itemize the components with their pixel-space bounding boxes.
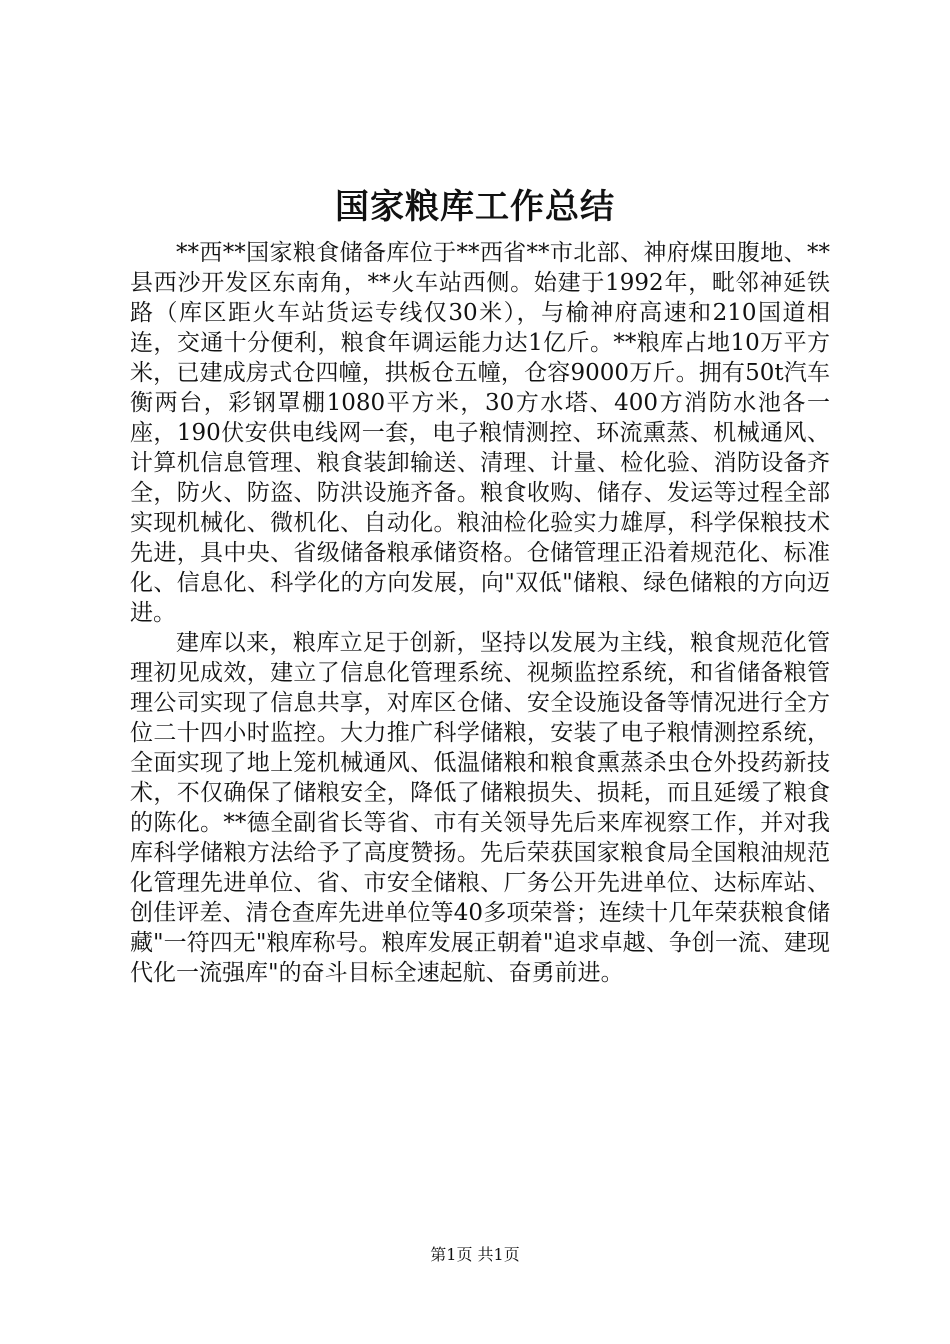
page-footer: 第1页 共1页	[430, 1245, 520, 1264]
document-body	[130, 238, 830, 988]
paragraph-1: **西**国家粮食储备库位于**西省**市北部、神府煤田腹地、**县西沙开发区东南角，**火车站西侧。始建于1992年，毗邻神延铁路（库区距火车站货运专线仅30米），与榆神府高速和210国道相连，交通十分便利，粮食年调运能力达1亿斤。**粮库占地10万平方米，已建成房式仓四幢，拱板仓五幢，仓容9000万斤。拥有50t汽车衡两台，彩钢罩棚1080平方米，30方水塔、400方消防水池各一座，190伏安供电线网一套，电子粮情测控、环流熏蒸、机械通风、计算机信息管理、粮食装卸输送、清理、计量、检化验、消防设备齐全，防火、防盗、防洪设施齐备。粮食收购、储存、发运等过程全部实现机械化、微机化、自动化。粮油检化验实力雄厚，科学保粮技术先进，具中央、省级储备粮承储资格。仓储管理正沿着规范化、标准化、信息化、科学化的方向发展，向"双低"储粮、绿色储粮的方向迈进。	[130, 240, 830, 626]
paragraph-2: 建库以来，粮库立足于创新，坚持以发展为主线，粮食规范化管理初见成效，建立了信息化管理系统、视频监控系统，和省储备粮管理公司实现了信息共享，对库区仓储、安全设施设备等情况进行全方位二十四小时监控。大力推广科学储粮，安装了电子粮情测控系统，全面实现了地上笼机械通风、低温储粮和粮食熏蒸杀虫仓外投药新技术，不仅确保了储粮安全，降低了储粮损失、损耗，而且延缓了粮食的陈化。**德全副省长等省、市有关领导先后来库视察工作，并对我库科学储粮方法给予了高度赞扬。先后荣获国家粮食局全国粮油规范化管理先进单位、省、市安全储粮、厂务公开先进单位、达标库站、创佳评差、清仓查库先进单位等40多项荣誉；连续十几年荣获粮食储藏"一符四无"粮库称号。粮库发展正朝着"追求卓越、争创一流、建现代化一流强库"的奋斗目标全速起航、奋勇前进。	[130, 630, 830, 986]
document-title: 国家粮库工作总结	[335, 187, 615, 227]
